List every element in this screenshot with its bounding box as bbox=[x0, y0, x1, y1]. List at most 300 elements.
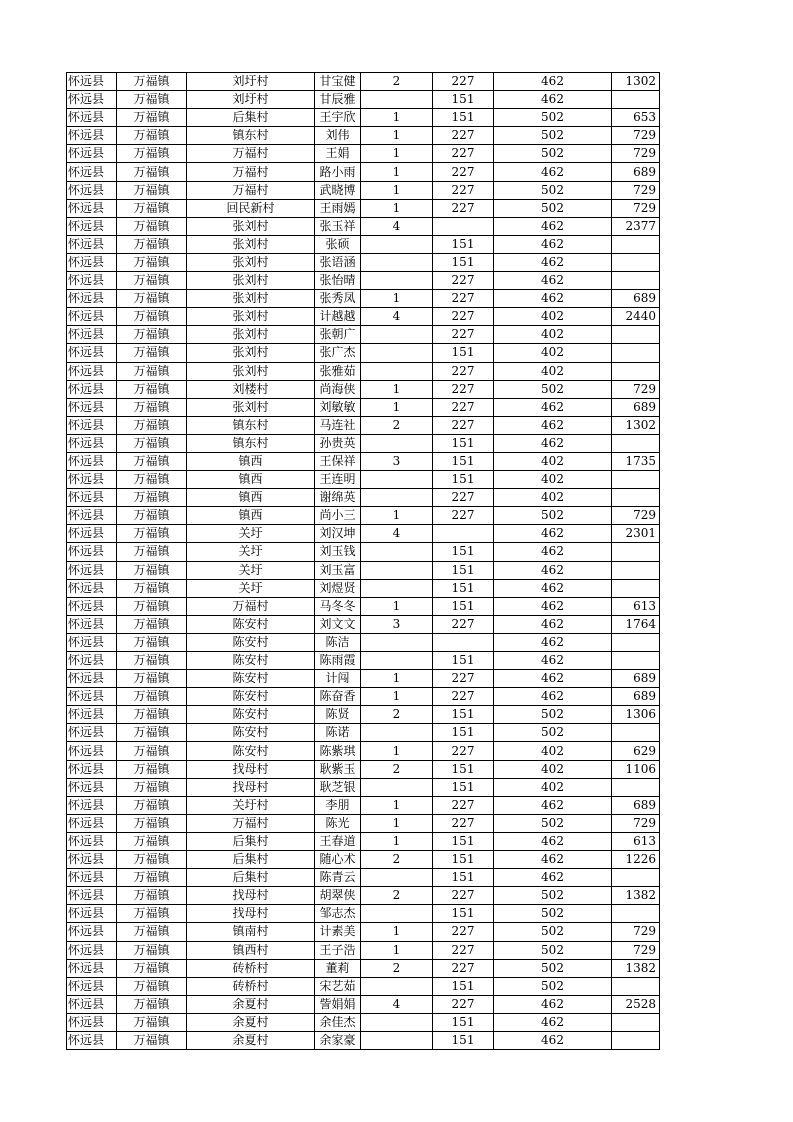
total-cell: 613 bbox=[612, 832, 660, 850]
county-cell: 怀远县 bbox=[67, 615, 117, 633]
total-cell: 2528 bbox=[612, 995, 660, 1013]
name-cell: 王娟 bbox=[315, 145, 361, 163]
value-a-cell: 227 bbox=[433, 272, 494, 290]
table-row bbox=[67, 1013, 660, 1031]
total-cell: 613 bbox=[612, 597, 660, 615]
total-cell bbox=[612, 434, 660, 452]
table-row bbox=[67, 579, 660, 597]
village-cell: 镇西 bbox=[187, 489, 315, 507]
value-b-cell: 402 bbox=[494, 760, 612, 778]
value-b-cell: 462 bbox=[494, 561, 612, 579]
village-cell: 镇东村 bbox=[187, 434, 315, 452]
village-cell: 后集村 bbox=[187, 851, 315, 869]
name-cell: 张广杰 bbox=[315, 344, 361, 362]
table-row bbox=[67, 163, 660, 181]
value-b-cell: 502 bbox=[494, 706, 612, 724]
table-row bbox=[67, 543, 660, 561]
town-cell: 万福镇 bbox=[117, 217, 187, 235]
value-a-cell: 151 bbox=[433, 91, 494, 109]
count-cell: 3 bbox=[361, 615, 433, 633]
total-cell: 689 bbox=[612, 670, 660, 688]
value-b-cell: 462 bbox=[494, 615, 612, 633]
county-cell: 怀远县 bbox=[67, 452, 117, 470]
value-a-cell bbox=[433, 525, 494, 543]
total-cell bbox=[612, 543, 660, 561]
count-cell bbox=[361, 778, 433, 796]
county-cell: 怀远县 bbox=[67, 832, 117, 850]
county-cell: 怀远县 bbox=[67, 543, 117, 561]
village-cell: 关圩 bbox=[187, 543, 315, 561]
town-cell: 万福镇 bbox=[117, 543, 187, 561]
town-cell: 万福镇 bbox=[117, 796, 187, 814]
table-row bbox=[67, 706, 660, 724]
table-row bbox=[67, 109, 660, 127]
total-cell: 689 bbox=[612, 163, 660, 181]
value-a-cell: 227 bbox=[433, 163, 494, 181]
value-b-cell: 502 bbox=[494, 905, 612, 923]
name-cell: 甘宝健 bbox=[315, 73, 361, 91]
village-cell: 找母村 bbox=[187, 905, 315, 923]
name-cell: 刘汉坤 bbox=[315, 525, 361, 543]
count-cell: 1 bbox=[361, 199, 433, 217]
value-a-cell: 227 bbox=[433, 887, 494, 905]
value-a-cell: 151 bbox=[433, 471, 494, 489]
total-cell bbox=[612, 1013, 660, 1031]
count-cell: 1 bbox=[361, 507, 433, 525]
total-cell bbox=[612, 91, 660, 109]
town-cell: 万福镇 bbox=[117, 416, 187, 434]
table-row bbox=[67, 181, 660, 199]
value-b-cell: 462 bbox=[494, 235, 612, 253]
count-cell bbox=[361, 434, 433, 452]
total-cell: 729 bbox=[612, 380, 660, 398]
count-cell bbox=[361, 561, 433, 579]
value-b-cell: 502 bbox=[494, 199, 612, 217]
town-cell: 万福镇 bbox=[117, 507, 187, 525]
town-cell: 万福镇 bbox=[117, 253, 187, 271]
village-cell: 关圩 bbox=[187, 561, 315, 579]
count-cell: 1 bbox=[361, 923, 433, 941]
table-row bbox=[67, 796, 660, 814]
county-cell: 怀远县 bbox=[67, 199, 117, 217]
value-a-cell: 227 bbox=[433, 995, 494, 1013]
town-cell: 万福镇 bbox=[117, 73, 187, 91]
value-b-cell: 462 bbox=[494, 796, 612, 814]
value-a-cell: 227 bbox=[433, 814, 494, 832]
name-cell: 张硕 bbox=[315, 235, 361, 253]
value-b-cell: 502 bbox=[494, 724, 612, 742]
county-cell: 怀远县 bbox=[67, 91, 117, 109]
village-cell: 关圩村 bbox=[187, 796, 315, 814]
village-cell: 陈安村 bbox=[187, 652, 315, 670]
count-cell: 1 bbox=[361, 145, 433, 163]
county-cell: 怀远县 bbox=[67, 73, 117, 91]
county-cell: 怀远县 bbox=[67, 670, 117, 688]
table-row bbox=[67, 434, 660, 452]
town-cell: 万福镇 bbox=[117, 362, 187, 380]
town-cell: 万福镇 bbox=[117, 344, 187, 362]
table-row bbox=[67, 145, 660, 163]
value-a-cell: 227 bbox=[433, 923, 494, 941]
table-row bbox=[67, 597, 660, 615]
town-cell: 万福镇 bbox=[117, 181, 187, 199]
value-a-cell: 151 bbox=[433, 579, 494, 597]
value-a-cell: 227 bbox=[433, 290, 494, 308]
table-row bbox=[67, 127, 660, 145]
town-cell: 万福镇 bbox=[117, 1013, 187, 1031]
count-cell: 1 bbox=[361, 109, 433, 127]
county-cell: 怀远县 bbox=[67, 597, 117, 615]
name-cell: 王连明 bbox=[315, 471, 361, 489]
value-b-cell: 462 bbox=[494, 434, 612, 452]
total-cell: 729 bbox=[612, 127, 660, 145]
total-cell bbox=[612, 778, 660, 796]
table-row bbox=[67, 760, 660, 778]
count-cell: 1 bbox=[361, 398, 433, 416]
county-cell: 怀远县 bbox=[67, 796, 117, 814]
village-cell: 砖桥村 bbox=[187, 977, 315, 995]
value-a-cell: 151 bbox=[433, 434, 494, 452]
county-cell: 怀远县 bbox=[67, 416, 117, 434]
county-cell: 怀远县 bbox=[67, 398, 117, 416]
county-cell: 怀远县 bbox=[67, 380, 117, 398]
table-row bbox=[67, 272, 660, 290]
total-cell bbox=[612, 471, 660, 489]
table-row bbox=[67, 73, 660, 91]
county-cell: 怀远县 bbox=[67, 633, 117, 651]
count-cell: 2 bbox=[361, 851, 433, 869]
count-cell bbox=[361, 1013, 433, 1031]
count-cell: 2 bbox=[361, 959, 433, 977]
name-cell: 陈光 bbox=[315, 814, 361, 832]
town-cell: 万福镇 bbox=[117, 688, 187, 706]
name-cell: 陈雨霞 bbox=[315, 652, 361, 670]
county-cell: 怀远县 bbox=[67, 941, 117, 959]
town-cell: 万福镇 bbox=[117, 615, 187, 633]
name-cell: 訾娟娟 bbox=[315, 995, 361, 1013]
value-b-cell: 502 bbox=[494, 145, 612, 163]
name-cell: 余佳杰 bbox=[315, 1013, 361, 1031]
town-cell: 万福镇 bbox=[117, 452, 187, 470]
count-cell: 4 bbox=[361, 525, 433, 543]
count-cell: 1 bbox=[361, 742, 433, 760]
count-cell: 2 bbox=[361, 887, 433, 905]
name-cell: 董莉 bbox=[315, 959, 361, 977]
total-cell: 729 bbox=[612, 923, 660, 941]
total-cell bbox=[612, 724, 660, 742]
name-cell: 刘文文 bbox=[315, 615, 361, 633]
county-cell: 怀远县 bbox=[67, 489, 117, 507]
total-cell: 1106 bbox=[612, 760, 660, 778]
village-cell: 镇南村 bbox=[187, 923, 315, 941]
total-cell bbox=[612, 905, 660, 923]
village-cell: 关圩 bbox=[187, 579, 315, 597]
total-cell: 1302 bbox=[612, 73, 660, 91]
county-cell: 怀远县 bbox=[67, 579, 117, 597]
value-a-cell: 151 bbox=[433, 344, 494, 362]
village-cell: 陈安村 bbox=[187, 633, 315, 651]
town-cell: 万福镇 bbox=[117, 525, 187, 543]
table-row bbox=[67, 290, 660, 308]
value-a-cell: 151 bbox=[433, 652, 494, 670]
name-cell: 甘辰雅 bbox=[315, 91, 361, 109]
value-a-cell: 227 bbox=[433, 615, 494, 633]
name-cell: 陈诺 bbox=[315, 724, 361, 742]
count-cell bbox=[361, 362, 433, 380]
total-cell: 729 bbox=[612, 145, 660, 163]
value-b-cell: 462 bbox=[494, 832, 612, 850]
table-row bbox=[67, 941, 660, 959]
table-row bbox=[67, 416, 660, 434]
table-row bbox=[67, 688, 660, 706]
village-cell: 张刘村 bbox=[187, 235, 315, 253]
count-cell: 1 bbox=[361, 670, 433, 688]
village-cell: 余夏村 bbox=[187, 1013, 315, 1031]
county-cell: 怀远县 bbox=[67, 977, 117, 995]
total-cell: 729 bbox=[612, 941, 660, 959]
village-cell: 万福村 bbox=[187, 181, 315, 199]
value-b-cell: 462 bbox=[494, 91, 612, 109]
total-cell bbox=[612, 561, 660, 579]
table-row bbox=[67, 1031, 660, 1049]
county-cell: 怀远县 bbox=[67, 869, 117, 887]
name-cell: 王保祥 bbox=[315, 452, 361, 470]
village-cell: 余夏村 bbox=[187, 1031, 315, 1049]
total-cell bbox=[612, 344, 660, 362]
value-a-cell: 151 bbox=[433, 724, 494, 742]
village-cell: 张刘村 bbox=[187, 253, 315, 271]
total-cell: 689 bbox=[612, 688, 660, 706]
town-cell: 万福镇 bbox=[117, 398, 187, 416]
county-cell: 怀远县 bbox=[67, 742, 117, 760]
value-a-cell: 227 bbox=[433, 398, 494, 416]
count-cell: 2 bbox=[361, 416, 433, 434]
total-cell: 629 bbox=[612, 742, 660, 760]
county-cell: 怀远县 bbox=[67, 163, 117, 181]
village-cell: 陈安村 bbox=[187, 615, 315, 633]
value-b-cell: 462 bbox=[494, 290, 612, 308]
count-cell bbox=[361, 1031, 433, 1049]
name-cell: 马连社 bbox=[315, 416, 361, 434]
value-a-cell: 227 bbox=[433, 688, 494, 706]
town-cell: 万福镇 bbox=[117, 670, 187, 688]
name-cell: 胡翠侠 bbox=[315, 887, 361, 905]
village-cell: 陈安村 bbox=[187, 706, 315, 724]
total-cell bbox=[612, 326, 660, 344]
town-cell: 万福镇 bbox=[117, 127, 187, 145]
value-a-cell: 151 bbox=[433, 706, 494, 724]
value-a-cell: 151 bbox=[433, 977, 494, 995]
value-b-cell: 502 bbox=[494, 977, 612, 995]
value-a-cell: 227 bbox=[433, 326, 494, 344]
value-b-cell: 462 bbox=[494, 869, 612, 887]
value-b-cell: 462 bbox=[494, 543, 612, 561]
county-cell: 怀远县 bbox=[67, 923, 117, 941]
town-cell: 万福镇 bbox=[117, 941, 187, 959]
count-cell bbox=[361, 326, 433, 344]
value-b-cell: 462 bbox=[494, 253, 612, 271]
village-cell: 余夏村 bbox=[187, 995, 315, 1013]
county-cell: 怀远县 bbox=[67, 760, 117, 778]
value-b-cell: 502 bbox=[494, 887, 612, 905]
village-cell: 陈安村 bbox=[187, 724, 315, 742]
name-cell: 张语涵 bbox=[315, 253, 361, 271]
total-cell: 1382 bbox=[612, 887, 660, 905]
value-a-cell: 151 bbox=[433, 1013, 494, 1031]
town-cell: 万福镇 bbox=[117, 742, 187, 760]
town-cell: 万福镇 bbox=[117, 706, 187, 724]
town-cell: 万福镇 bbox=[117, 308, 187, 326]
town-cell: 万福镇 bbox=[117, 290, 187, 308]
village-cell: 陈安村 bbox=[187, 742, 315, 760]
value-b-cell: 462 bbox=[494, 525, 612, 543]
value-a-cell: 151 bbox=[433, 561, 494, 579]
county-cell: 怀远县 bbox=[67, 688, 117, 706]
count-cell: 1 bbox=[361, 832, 433, 850]
total-cell bbox=[612, 869, 660, 887]
village-cell: 张刘村 bbox=[187, 362, 315, 380]
village-cell: 张刘村 bbox=[187, 290, 315, 308]
value-b-cell: 502 bbox=[494, 923, 612, 941]
village-cell: 刘圩村 bbox=[187, 73, 315, 91]
table-row bbox=[67, 398, 660, 416]
value-a-cell: 227 bbox=[433, 181, 494, 199]
county-cell: 怀远县 bbox=[67, 109, 117, 127]
town-cell: 万福镇 bbox=[117, 489, 187, 507]
count-cell bbox=[361, 235, 433, 253]
village-cell: 镇西 bbox=[187, 507, 315, 525]
value-a-cell: 227 bbox=[433, 73, 494, 91]
village-cell: 张刘村 bbox=[187, 308, 315, 326]
value-b-cell: 402 bbox=[494, 344, 612, 362]
table-row bbox=[67, 235, 660, 253]
count-cell bbox=[361, 489, 433, 507]
value-a-cell: 227 bbox=[433, 670, 494, 688]
town-cell: 万福镇 bbox=[117, 199, 187, 217]
value-b-cell: 402 bbox=[494, 326, 612, 344]
value-a-cell: 151 bbox=[433, 109, 494, 127]
total-cell: 653 bbox=[612, 109, 660, 127]
town-cell: 万福镇 bbox=[117, 724, 187, 742]
value-b-cell: 502 bbox=[494, 941, 612, 959]
table-row bbox=[67, 452, 660, 470]
value-a-cell: 227 bbox=[433, 380, 494, 398]
county-cell: 怀远县 bbox=[67, 851, 117, 869]
data-table bbox=[66, 72, 660, 1050]
village-cell: 万福村 bbox=[187, 145, 315, 163]
town-cell: 万福镇 bbox=[117, 905, 187, 923]
county-cell: 怀远县 bbox=[67, 561, 117, 579]
table-row bbox=[67, 91, 660, 109]
total-cell: 2440 bbox=[612, 308, 660, 326]
name-cell: 宋艺茹 bbox=[315, 977, 361, 995]
table-row bbox=[67, 308, 660, 326]
name-cell: 王宇欣 bbox=[315, 109, 361, 127]
county-cell: 怀远县 bbox=[67, 1031, 117, 1049]
count-cell bbox=[361, 579, 433, 597]
value-b-cell: 402 bbox=[494, 778, 612, 796]
value-a-cell bbox=[433, 633, 494, 651]
name-cell: 刘伟 bbox=[315, 127, 361, 145]
value-a-cell: 227 bbox=[433, 959, 494, 977]
value-b-cell: 402 bbox=[494, 362, 612, 380]
value-a-cell bbox=[433, 217, 494, 235]
village-cell: 张刘村 bbox=[187, 272, 315, 290]
total-cell: 729 bbox=[612, 814, 660, 832]
table-row bbox=[67, 217, 660, 235]
name-cell: 刘玉富 bbox=[315, 561, 361, 579]
value-a-cell: 151 bbox=[433, 778, 494, 796]
town-cell: 万福镇 bbox=[117, 326, 187, 344]
county-cell: 怀远县 bbox=[67, 434, 117, 452]
table-row bbox=[67, 905, 660, 923]
value-a-cell: 227 bbox=[433, 507, 494, 525]
town-cell: 万福镇 bbox=[117, 633, 187, 651]
name-cell: 谢绵英 bbox=[315, 489, 361, 507]
table-row bbox=[67, 471, 660, 489]
count-cell: 1 bbox=[361, 127, 433, 145]
value-a-cell: 151 bbox=[433, 851, 494, 869]
count-cell bbox=[361, 253, 433, 271]
count-cell: 1 bbox=[361, 941, 433, 959]
county-cell: 怀远县 bbox=[67, 253, 117, 271]
total-cell bbox=[612, 579, 660, 597]
total-cell: 689 bbox=[612, 796, 660, 814]
town-cell: 万福镇 bbox=[117, 1031, 187, 1049]
table-row bbox=[67, 724, 660, 742]
total-cell: 689 bbox=[612, 398, 660, 416]
village-cell: 张刘村 bbox=[187, 217, 315, 235]
name-cell: 张朝广 bbox=[315, 326, 361, 344]
name-cell: 张怡晴 bbox=[315, 272, 361, 290]
value-b-cell: 462 bbox=[494, 1031, 612, 1049]
total-cell: 1382 bbox=[612, 959, 660, 977]
value-a-cell: 151 bbox=[433, 760, 494, 778]
village-cell: 后集村 bbox=[187, 832, 315, 850]
count-cell bbox=[361, 977, 433, 995]
count-cell: 4 bbox=[361, 308, 433, 326]
name-cell: 余家豪 bbox=[315, 1031, 361, 1049]
count-cell: 1 bbox=[361, 181, 433, 199]
total-cell: 1764 bbox=[612, 615, 660, 633]
village-cell: 回民新村 bbox=[187, 199, 315, 217]
count-cell: 1 bbox=[361, 380, 433, 398]
table-row bbox=[67, 652, 660, 670]
table-row bbox=[67, 199, 660, 217]
table-row bbox=[67, 380, 660, 398]
village-cell: 陈安村 bbox=[187, 670, 315, 688]
name-cell: 计越越 bbox=[315, 308, 361, 326]
table-row bbox=[67, 615, 660, 633]
value-a-cell: 227 bbox=[433, 145, 494, 163]
total-cell: 1735 bbox=[612, 452, 660, 470]
name-cell: 武晓博 bbox=[315, 181, 361, 199]
county-cell: 怀远县 bbox=[67, 995, 117, 1013]
total-cell bbox=[612, 633, 660, 651]
value-b-cell: 462 bbox=[494, 633, 612, 651]
county-cell: 怀远县 bbox=[67, 344, 117, 362]
county-cell: 怀远县 bbox=[67, 235, 117, 253]
town-cell: 万福镇 bbox=[117, 887, 187, 905]
table-row bbox=[67, 670, 660, 688]
county-cell: 怀远县 bbox=[67, 290, 117, 308]
total-cell: 729 bbox=[612, 507, 660, 525]
name-cell: 尚海侠 bbox=[315, 380, 361, 398]
value-b-cell: 462 bbox=[494, 272, 612, 290]
count-cell: 1 bbox=[361, 597, 433, 615]
name-cell: 刘煜贤 bbox=[315, 579, 361, 597]
town-cell: 万福镇 bbox=[117, 272, 187, 290]
